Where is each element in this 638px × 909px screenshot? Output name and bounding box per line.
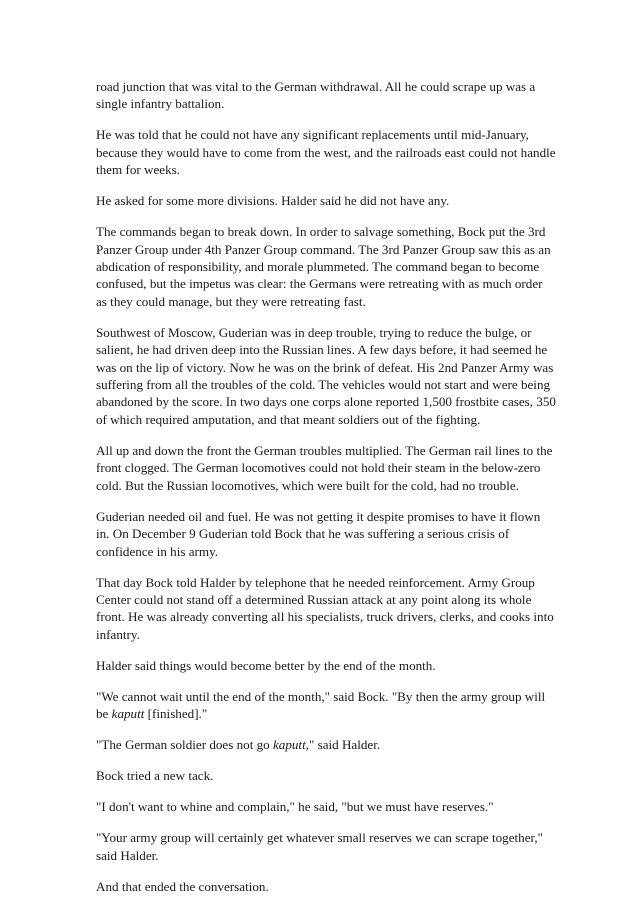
paragraph-text: And that ended the conversation. — [96, 878, 269, 894]
paragraph-text: "I don't want to whine and complain," he said, "but we must have reserves." — [96, 799, 494, 815]
paragraph-text: [finished]." — [144, 706, 208, 722]
paragraph — [96, 78, 556, 113]
paragraph — [96, 736, 556, 753]
paragraph — [96, 657, 556, 674]
paragraph-text: "Your army group will certainly get whatever small reserves we can scrape together," said Halder. — [96, 830, 543, 863]
paragraph — [96, 126, 556, 178]
paragraph — [96, 688, 556, 723]
paragraph — [96, 574, 556, 644]
paragraph-text: All up and down the front the German troubles multiplied. The German rail lines to the front clogged. The German locomotives could not hold their steam in the below-zero cold. But the Russian locomotives, which were built for the cold, had no trouble. — [96, 442, 553, 493]
paragraph-text: Guderian needed oil and fuel. He was not getting it despite promises to have it flown in. On December 9 Guderian told Bock that he was suffering a serious crisis of confidence in his army. — [96, 508, 541, 559]
paragraph-text: The commands began to break down. In order to salvage something, Bock put the 3rd Panzer Group under 4th Panzer Group command. The 3rd Panzer Group saw this as an abdication of responsibility, and morale plummeted. The command began to become confused, but the impetus was clear: the Germans were retreating with as much order as they could manage, but they were retreating fast. — [96, 224, 551, 309]
paragraph — [96, 829, 556, 864]
paragraph — [96, 223, 556, 310]
italic-text: kaputt — [272, 737, 306, 753]
paragraph — [96, 767, 556, 784]
paragraph-text: road junction that was vital to the German withdrawal. All he could scrape up was a single infantry battalion. — [96, 79, 536, 112]
paragraph — [96, 878, 556, 895]
paragraph-text: ," said Halder. — [305, 737, 381, 753]
paragraph-text: That day Bock told Halder by telephone that he needed reinforcement. Army Group Center could not stand off a determined Russian attack at any point along its whole front. He was already converting all his specialists, truck drivers, clerks, and cooks into infantry. — [96, 574, 554, 642]
document-body — [96, 78, 556, 909]
paragraph-text: Southwest of Moscow, Guderian was in deep trouble, trying to reduce the bulge, or salient, he had driven deep into the Russian lines. A few days before, it had seemed he was on the lip of victory. Now he was on the brink of defeat. His 2nd Panzer Army was suffering from all the troubles of the cold. The vehicles would not start and were being abandoned by the score. In two days one corps alone reported 1,500 frostbite cases, 350 of which required amputation, and that meant soldiers out of the fighting. — [96, 324, 556, 427]
paragraph-text: Halder said things would become better by the end of the month. — [96, 657, 436, 673]
paragraph-text: "We cannot wait until the end of the month," said Bock. "By then the army group will be — [96, 688, 546, 722]
paragraph — [96, 192, 556, 209]
paragraph-text: Bock tried a new tack. — [96, 768, 214, 784]
paragraph — [96, 442, 556, 494]
paragraph-text: "The German soldier does not go — [96, 737, 273, 753]
italic-text: kaputt — [111, 706, 145, 722]
paragraph — [96, 324, 556, 428]
paragraph-text: He asked for some more divisions. Halder said he did not have any. — [96, 193, 450, 209]
paragraph — [96, 798, 556, 815]
paragraph — [96, 508, 556, 560]
paragraph-text: He was told that he could not have any significant replacements until mid-January, because they would have to come from the west, and the railroads east could not handle them for weeks. — [96, 127, 556, 178]
